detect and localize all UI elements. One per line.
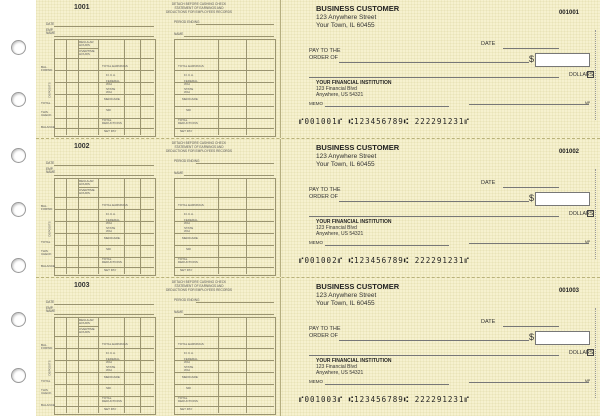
stub-sdi: SDI [186,108,192,112]
stub-date-line [54,304,154,305]
micr-line: ⑈001001⑈ ⑆123456789⑆ 222291231⑈ [299,117,470,126]
stub-total: TOTAL [41,379,51,383]
stub-emp-line [54,36,154,37]
stub-total-deductions: TOTAL DEDUCTIONS [178,396,198,404]
pay-stub [36,0,278,138]
stub-net-pay: NET PAY [104,268,117,272]
dollars-label: DOLLARS [569,72,594,78]
payee-line[interactable] [339,340,529,341]
stub-name-line [184,175,274,176]
grid-line [174,336,274,337]
business-address-line2: Your Town, IL 60455 [316,300,375,307]
check-unit [36,139,600,277]
institution-address-line1: 123 Financial Blvd [316,225,357,231]
grid-line [54,82,154,83]
stub-medicare: MEDICARE [182,97,198,101]
stub-name-label: NAME [174,171,184,175]
stub-medicare: MEDICARE [104,97,120,101]
stub-date-label: DATE [46,300,55,304]
grid-line [218,178,219,274]
business-name: BUSINESS CUSTOMER [316,143,400,152]
stub-state: STATE W/H [184,226,194,234]
stub-fica: F.I.C.A. [106,73,116,77]
dollar-sign: $ [529,54,535,64]
binder-margin [0,0,36,416]
stub-emp-name-label: EMP. NAME [46,28,56,36]
pay-to-label: PAY TO THE ORDER OF [309,187,341,200]
grid-line [174,209,274,210]
stub-balance: BALANCE [41,403,56,407]
institution-address-line2: Anywhere, US 54321 [316,231,364,237]
stub-medicare: MEDICARE [104,236,120,240]
mp-label: MP [585,240,591,244]
institution-name: YOUR FINANCIAL INSTITUTION [316,219,392,225]
pay-stub [36,278,278,416]
institution-address-line1: 123 Financial Blvd [316,364,357,370]
stub-regular-hours: REGULAR HOURS [79,40,94,48]
payee-line[interactable] [339,201,529,202]
padlock-icon [587,210,594,217]
stub-fica: F.I.C.A. [184,351,194,355]
date-label: DATE [481,319,496,325]
stub-period-line [196,24,274,25]
stub-number: 1003 [74,282,90,289]
grid-line [174,70,274,71]
stub-total-deductions: TOTAL DEDUCTIONS [102,118,122,126]
stub-net-pay: NET PAY [180,407,193,411]
pay-to-label: PAY TO THE ORDER OF [309,326,341,339]
stub-total-earnings: TOTAL EARNINGS [102,64,128,68]
stub-period-line [196,302,274,303]
binder-hole [11,312,26,327]
memo-label: MEMO [309,240,323,245]
check-number: 001003 [558,288,579,294]
binder-hole [11,148,26,163]
stub-state: STATE W/H [106,87,116,95]
stub-total-deductions: TOTAL DEDUCTIONS [102,257,122,265]
institution-address-line2: Anywhere, US 54321 [316,370,364,376]
stub-total-earnings: TOTAL EARNINGS [102,342,128,346]
stub-total: TOTAL [41,101,51,105]
amount-box[interactable] [535,331,590,345]
date-line[interactable] [503,48,559,49]
stub-overtime-hours: OVERTIME HOURS [79,327,95,335]
stub-fica: F.I.C.A. [184,73,194,77]
date-label: DATE [481,41,496,47]
grid-line [174,348,274,349]
dollar-sign: $ [529,332,535,342]
stub-deposits: DEPOSITS [47,360,52,376]
stub-overtime-hours: OVERTIME HOURS [79,49,95,57]
stub-detach-text: DETACH BEFORE CASHING CHECK STATEMENT OF EARNINGS AND DEDUCTIONS FOR EMPLOYEES RECORDS [165,141,233,153]
padlock-icon [587,349,594,356]
date-label: DATE [481,180,496,186]
grid-line [124,178,125,274]
stub-detach-text: DETACH BEFORE CASHING CHECK STATEMENT OF EARNINGS AND DEDUCTIONS FOR EMPLOYEES RECORDS [165,280,233,292]
stub-name-label: NAME [174,32,184,36]
binder-hole [11,92,26,107]
amount-words-line[interactable] [309,355,559,356]
grid-line [218,317,219,413]
business-address-line1: 123 Anywhere Street [316,14,377,21]
grid-line [140,178,141,274]
stub-name-label: NAME [174,310,184,314]
stub-date-line [54,165,154,166]
grid-line [54,70,154,71]
stub-sdi: SDI [186,247,192,251]
stub-total-deductions: TOTAL DEDUCTIONS [102,396,122,404]
business-address-line1: 123 Anywhere Street [316,153,377,160]
stub-emp-line [54,175,154,176]
check-number: 001001 [558,10,579,16]
stub-deposits: DEPOSITS [47,221,52,237]
stub-medicare: MEDICARE [182,236,198,240]
grid-line [54,197,154,198]
grid-line [66,39,67,135]
dollar-sign: $ [529,193,535,203]
stub-date-line [54,26,154,27]
micr-line: ⑈001002⑈ ⑆123456789⑆ 222291231⑈ [299,256,470,265]
stub-number: 1002 [74,143,90,150]
institution-address-line2: Anywhere, US 54321 [316,92,364,98]
memo-line[interactable] [325,106,449,107]
stub-period-label: PERIOD ENDING [174,159,200,163]
grid-line [140,317,141,413]
stub-federal: FEDERAL W/H [184,79,198,87]
binder-hole [11,202,26,217]
stub-balance: BALANCE [41,125,56,129]
grid-line [174,106,274,107]
micr-line: ⑈001003⑈ ⑆123456789⑆ 222291231⑈ [299,395,470,404]
stub-state: STATE W/H [184,365,194,373]
signature-line[interactable] [469,382,589,383]
grid-line [54,209,154,210]
stub-emp-name-label: EMP. NAME [46,167,56,175]
grid-line [66,178,67,274]
stub-fica: F.I.C.A. [106,212,116,216]
stub-total-earnings: TOTAL EARNINGS [178,342,204,346]
signature-line[interactable] [469,104,589,105]
grid-line [66,317,67,413]
stub-total-earnings: TOTAL EARNINGS [178,203,204,207]
stub-date-label: DATE [46,161,55,165]
grid-line [246,39,247,135]
business-address-line2: Your Town, IL 60455 [316,161,375,168]
stub-federal: FEDERAL W/H [106,218,120,226]
stub-net-pay: NET PAY [104,407,117,411]
security-edge [595,30,599,120]
amount-box[interactable] [535,192,590,206]
stub-net-pay: NET PAY [104,129,117,133]
grid-line [246,317,247,413]
memo-line[interactable] [325,384,449,385]
stub-total: TOTAL [41,240,51,244]
memo-line[interactable] [325,245,449,246]
stub-bal-forwd: BAL. FORWD. [41,65,54,73]
check-number: 001002 [558,149,579,155]
grid-line [54,233,154,234]
grid-line [174,384,274,385]
grid-line [54,348,154,349]
stub-date-label: DATE [46,22,55,26]
stub-state: STATE W/H [106,226,116,234]
grid-line [140,39,141,135]
check-unit [36,0,600,138]
business-address-line1: 123 Anywhere Street [316,292,377,299]
grid-line [218,39,219,135]
stub-total-earnings: TOTAL EARNINGS [178,64,204,68]
stub-federal: FEDERAL W/H [106,79,120,87]
stub-sdi: SDI [106,247,112,251]
stub-medicare: MEDICARE [182,375,198,379]
security-edge [595,308,599,398]
stub-federal: FEDERAL W/H [184,357,198,365]
stub-total-deductions: TOTAL DEDUCTIONS [178,257,198,265]
stub-overtime-hours: OVERTIME HOURS [79,188,95,196]
binder-hole [11,40,26,55]
padlock-icon [587,71,594,78]
pay-to-label: PAY TO THE ORDER OF [309,48,341,61]
institution-name: YOUR FINANCIAL INSTITUTION [316,358,392,364]
stub-bal-forwd: BAL. FORWD. [41,343,54,351]
grid-line [124,39,125,135]
stub-medicare: MEDICARE [104,375,120,379]
check [280,278,600,416]
business-name: BUSINESS CUSTOMER [316,282,400,291]
grid-line [124,317,125,413]
amount-words-line[interactable] [309,216,559,217]
grid-line [246,178,247,274]
stub-fica: F.I.C.A. [106,351,116,355]
stub-this-check: THIS CHECK [41,249,52,257]
stub-total-earnings: TOTAL EARNINGS [102,203,128,207]
stub-deposits: DEPOSITS [47,82,52,98]
stub-federal: FEDERAL W/H [184,218,198,226]
stub-fica: F.I.C.A. [184,212,194,216]
binder-hole [11,368,26,383]
institution-address-line1: 123 Financial Blvd [316,86,357,92]
stub-number: 1001 [74,4,90,11]
stub-sdi: SDI [186,386,192,390]
binder-hole [11,258,26,273]
stub-emp-name-label: EMP. NAME [46,306,56,314]
dollars-label: DOLLARS [569,211,594,217]
grid-line [54,58,154,59]
grid-line [54,94,154,95]
mp-label: MP [585,379,591,383]
amount-words-line[interactable] [309,77,559,78]
date-line[interactable] [503,326,559,327]
dollars-label: DOLLARS [569,350,594,356]
pay-stub [36,139,278,277]
stub-sdi: SDI [106,386,112,390]
grid-line [54,336,154,337]
business-address-line2: Your Town, IL 60455 [316,22,375,29]
institution-name: YOUR FINANCIAL INSTITUTION [316,80,392,86]
grid-line [174,245,274,246]
amount-box[interactable] [535,53,590,67]
grid-line [174,58,274,59]
memo-label: MEMO [309,379,323,384]
grid-line [54,106,154,107]
memo-label: MEMO [309,101,323,106]
stub-balance: BALANCE [41,264,56,268]
grid-line [54,372,154,373]
stub-name-line [184,314,274,315]
signature-line[interactable] [469,243,589,244]
grid-line [54,245,154,246]
stub-regular-hours: REGULAR HOURS [79,179,94,187]
date-line[interactable] [503,187,559,188]
stub-name-line [184,36,274,37]
grid-line [54,360,154,361]
grid-line [54,384,154,385]
grid-line [98,178,99,274]
payee-line[interactable] [339,62,529,63]
stub-period-label: PERIOD ENDING [174,298,200,302]
grid-line [174,197,274,198]
business-name: BUSINESS CUSTOMER [316,4,400,13]
stub-this-check: THIS CHECK [41,388,52,396]
stub-detach-text: DETACH BEFORE CASHING CHECK STATEMENT OF EARNINGS AND DEDUCTIONS FOR EMPLOYEES RECORDS [165,2,233,14]
stub-period-label: PERIOD ENDING [174,20,200,24]
grid-line [98,317,99,413]
security-edge [595,169,599,259]
stub-sdi: SDI [106,108,112,112]
stub-period-line [196,163,274,164]
stub-regular-hours: REGULAR HOURS [79,318,94,326]
stub-this-check: THIS CHECK [41,110,52,118]
stub-state: STATE W/H [184,87,194,95]
stub-total-deductions: TOTAL DEDUCTIONS [178,118,198,126]
stub-net-pay: NET PAY [180,268,193,272]
stub-state: STATE W/H [106,365,116,373]
stub-federal: FEDERAL W/H [106,357,120,365]
mp-label: MP [585,101,591,105]
grid-line [98,39,99,135]
stub-net-pay: NET PAY [180,129,193,133]
grid-line [54,221,154,222]
check [280,0,600,138]
check-unit [36,278,600,416]
check [280,139,600,277]
stub-emp-line [54,314,154,315]
stub-bal-forwd: BAL. FORWD. [41,204,54,212]
